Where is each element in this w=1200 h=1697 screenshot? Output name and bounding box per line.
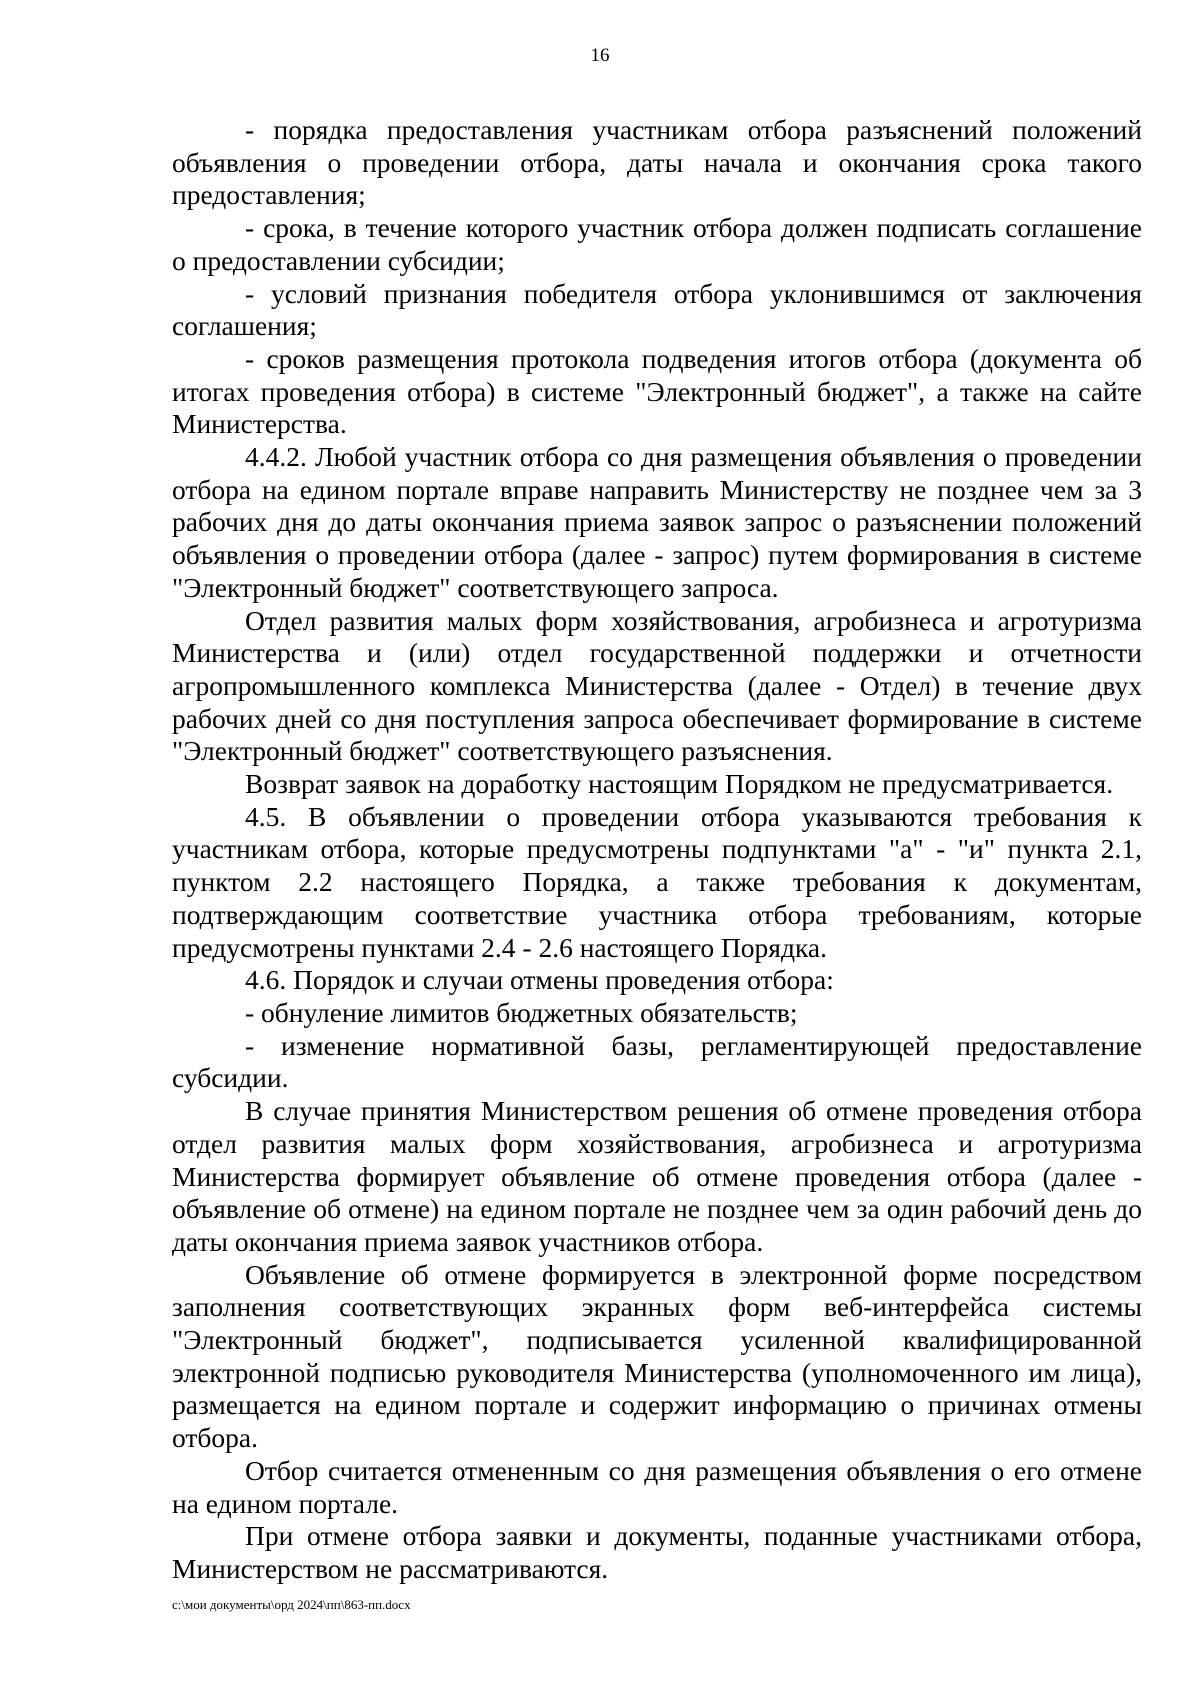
page-number: 16: [590, 45, 610, 66]
paragraph: В случае принятия Министерством решения об отмене проведения отбора отдел развития малых форм хозяйствования, агробизнеса и агротуризма Министерства формирует объявление об отмене проведения отбора (далее - объявление об отмене) на едином портале не позднее чем за один рабочий день до даты окончания приема заявок участников отбора.: [172, 1095, 1142, 1257]
paragraph: Отдел развития малых форм хозяйствования, агробизнеса и агротуризма Министерства и (или) отдел государственной поддержки и отчетности агропромышленного комплекса Министерства (далее - Отдел) в течение двух рабочих дней со дня поступления запроса обеспечивает формирование в системе "Электронный бюджет" соответствующего разъяснения.: [172, 604, 1142, 767]
paragraph: - изменение нормативной базы, регламентирующей предоставление субсидии.: [172, 1029, 1142, 1094]
paragraph: Отбор считается отмененным со дня размещения объявления о его отмене на едином портале.: [172, 1454, 1142, 1519]
paragraph: - порядка предоставления участникам отбора разъяснений положений объявления о проведении отбора, даты начала и окончания срока такого предоставления;: [172, 114, 1142, 211]
document-body: [172, 114, 1142, 1586]
paragraph: Объявление об отмене формируется в электронной форме посредством заполнения соответствующих экранных форм веб-интерфейса системы "Электронный бюджет", подписывается усиленной квалифицированной электронной подписью руководителя Министерства (уполномоченного им лица), размещается на едином портале и содержит информацию о причинах отмены отбора.: [172, 1258, 1142, 1454]
paragraph: 4.6. Порядок и случаи отмены проведения отбора:: [245, 964, 834, 996]
paragraph: - сроков размещения протокола подведения итогов отбора (документа об итогах проведения отбора) в системе "Электронный бюджет", а также на сайте Министерства.: [172, 342, 1142, 440]
paragraph: - обнуление лимитов бюджетных обязательств;: [245, 996, 798, 1028]
paragraph: При отмене отбора заявки и документы, поданные участниками отбора, Министерством не рассматриваются.: [172, 1520, 1142, 1584]
paragraph: 4.5. В объявлении о проведении отбора указываются требования к участникам отбора, которые предусмотрены подпунктами "а" - "и" пункта 2.1, пунктом 2.2 настоящего Порядка, а также требования к документам, подтверждающим соответствие участника отбора требованиям, которые предусмотрены пунктами 2.4 - 2.6 настоящего Порядка.: [172, 800, 1142, 963]
paragraph: 4.4.2. Любой участник отбора со дня размещения объявления о проведении отбора на едином портале вправе направить Министерству не позднее чем за 3 рабочих дня до даты окончания приема заявок запрос о разъяснении положений объявления о проведении отбора (далее - запрос) путем формирования в системе "Электронный бюджет" соответствующего запроса.: [172, 441, 1142, 603]
paragraph: - условий признания победителя отбора уклонившимся от заключения соглашения;: [172, 277, 1142, 342]
paragraph: Возврат заявок на доработку настоящим Порядком не предусматривается.: [245, 768, 1114, 800]
paragraph: - срока, в течение которого участник отбора должен подписать соглашение о предоставлении субсидии;: [172, 212, 1142, 276]
footer-file-path: c:\мои документы\орд 2024\пп\863-пп.docx: [172, 1597, 411, 1612]
